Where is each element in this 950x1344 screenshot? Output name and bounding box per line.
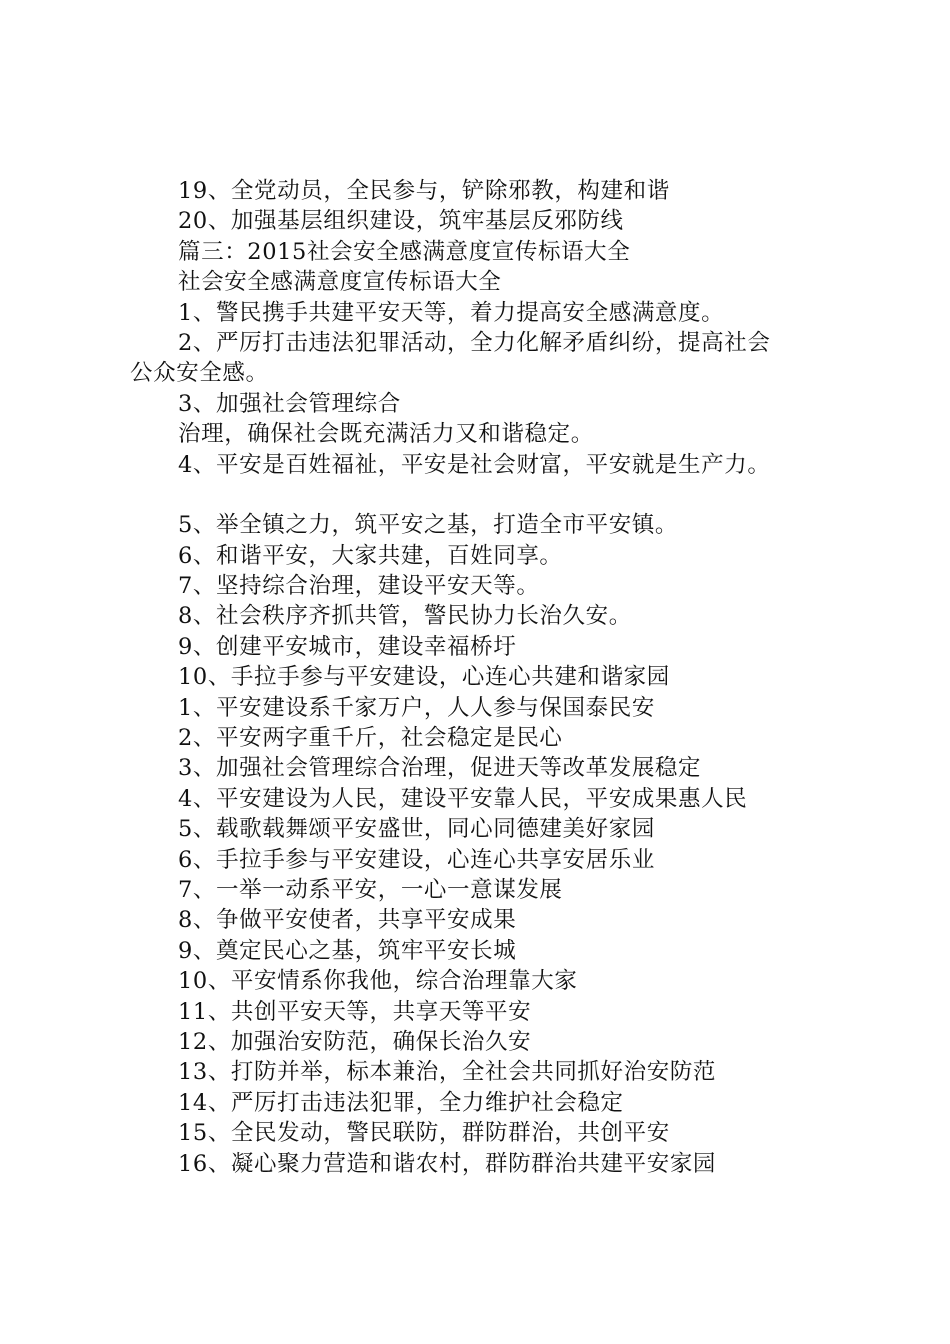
text-line: 8、社会秩序齐抓共管，警民协力长治久安。 [178,603,632,630]
text-line: 7、坚持综合治理，建设平安天等。 [178,573,540,600]
text-line: 治理，确保社会既充满活力又和谐稳定。 [178,421,594,448]
text-line: 9、奠定民心之基，筑牢平安长城 [178,937,517,964]
text-line: 10、手拉手参与平安建设，心连心共建和谐家园 [178,664,670,691]
text-line: 5、载歌载舞颂平安盛世，同心同德建美好家园 [178,816,655,843]
text-line: 公众安全感。 [130,360,269,387]
text-line: 6、和谐平安，大家共建，百姓同享。 [178,542,563,569]
text-line: 3、加强社会管理综合 [178,390,401,417]
text-line: 19、全党动员，全民参与，铲除邪教，构建和谐 [178,178,670,204]
text-line: 12、加强治安防范，确保长治久安 [178,1028,532,1055]
text-line: 9、创建平安城市，建设幸福桥圩 [178,633,517,660]
text-line: 15、全民发动，警民联防，群防群治，共创平安 [178,1120,670,1147]
text-line: 14、严厉打击违法犯罪，全力维护社会稳定 [178,1089,624,1116]
text-line: 4、平安建设为人民，建设平安靠人民，平安成果惠人民 [178,785,748,812]
text-line: 2、严厉打击违法犯罪活动，全力化解矛盾纠纷，提高社会 [178,329,771,356]
text-line: 8、争做平安使者，共享平安成果 [178,907,517,934]
text-line: 7、一举一动系平安，一心一意谋发展 [178,876,563,903]
text-line: 10、平安情系你我他，综合治理靠大家 [178,968,578,995]
text-line: 16、凝心聚力营造和谐农村，群防群治共建平安家园 [178,1150,717,1177]
text-line: 2、平安两字重千斤，社会稳定是民心 [178,725,563,752]
blank-line [130,480,830,510]
text-line: 篇三：2015社会安全感满意度宣传标语大全 [178,238,631,265]
text-line: 1、警民携手共建平安天等，着力提高安全感满意度。 [178,299,725,326]
document-body [130,176,830,1179]
text-line: 4、平安是百姓福祉，平安是社会财富，平安就是生产力。 [178,451,771,478]
text-line: 20、加强基层组织建设，筑牢基层反邪防线 [178,208,624,235]
text-line: 3、加强社会管理综合治理，促进天等改革发展稳定 [178,755,702,782]
text-line: 1、平安建设系千家万户，人人参与保国泰民安 [178,694,655,721]
text-line: 5、举全镇之力，筑平安之基，打造全市平安镇。 [178,512,679,539]
text-line: 6、手拉手参与平安建设，心连心共享安居乐业 [178,846,655,873]
text-line: 11、共创平安天等，共享天等平安 [178,998,532,1025]
text-line: 社会安全感满意度宣传标语大全 [178,269,502,296]
text-line: 13、打防并举，标本兼治，全社会共同抓好治安防范 [178,1059,717,1086]
